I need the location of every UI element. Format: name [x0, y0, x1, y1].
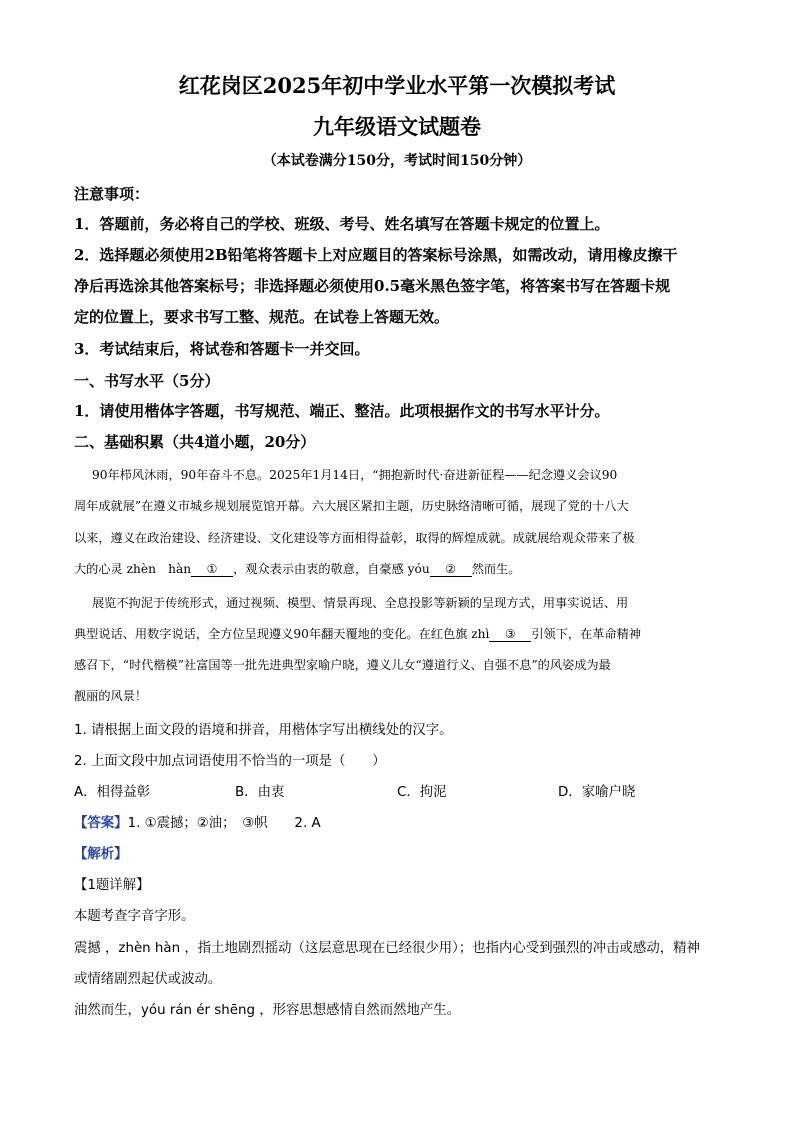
fill-blank-1: ① [191, 563, 233, 577]
passage-line: 展览不拘泥于传统形式，通过视频、模型、情景再现、全息投影等新颖的呈现方式，用事实说话、用 [92, 596, 629, 610]
passage-text: 然而生。 [471, 562, 521, 576]
exam-subject-title: 九年级语文试题卷 [313, 114, 481, 139]
question-1: 1. 请根据上面文段的语境和拼音，用楷体字写出横线处的汉字。 [74, 723, 453, 738]
passage-line: 90年栉风沐雨，90年奋斗不息。2025年1月14日，“拥抱新时代·奋进新征程——纪念遵义会议90 [92, 468, 618, 482]
analysis-line: 油然而生，yóu rán ér shēng ，形容思想感情自然而然地产生。 [74, 1003, 461, 1018]
section-1-heading: 一、书写水平（5分） [74, 372, 220, 390]
answer-text: 1. ①震撼；②油； ③帜 2. A [127, 816, 321, 831]
notice-item-1: 1．答题前，务必将自己的学校、班级、考号、姓名填写在答题卡规定的位置上。 [74, 215, 610, 233]
section-1-item: 1．请使用楷体字答题，书写规范、端正、整洁。此项根据作文的书写水平计分。 [74, 402, 610, 420]
passage-line: 以来，遵义在政治建设、经济建设、文化建设等方面相得益彰，取得的辉煌成就。成就展给观众带来了极 [74, 531, 635, 545]
option-a: A．相得益彰 [74, 785, 151, 800]
option-b: B．由衷 [235, 785, 285, 800]
analysis-line: 震撼 ，zhèn hàn ，指土地剧烈摇动（这层意思现在已经很少用）；也指内心受到强烈的冲击或感动，精神 [74, 941, 700, 956]
passage-text: 典型说话、用数字说话，全方位呈现遵义90年翻天覆地的变化。在红色旗 zhì [74, 627, 490, 641]
analysis-label: 【解析】 [74, 847, 128, 862]
fill-blank-2: ② [430, 563, 472, 577]
passage-line: 靓丽的风景！ [74, 689, 148, 703]
analysis-line: 或情绪剧烈起伏或波动。 [74, 972, 222, 987]
passage-text: ，观众表示由衷的敬意，自豪感 yóu [233, 562, 430, 576]
answer-line [74, 812, 321, 831]
analysis-intro: 本题考查字音字形。 [74, 909, 195, 924]
section-2-heading: 二、基础积累（共4道小题，20分） [74, 433, 316, 451]
question-1-detail-heading: 【1题详解】 [74, 878, 150, 893]
passage-text: 引领下，在革命精神 [531, 627, 642, 641]
answer-label: 【答案】 [74, 816, 128, 831]
passage-line: 周年成就展”在遵义市城乡规划展览馆开幕。六大展区紧扣主题，历史脉络清晰可循，展现了党的十八大 [74, 499, 629, 513]
option-c: C．拘泥 [397, 785, 447, 800]
notice-item-3: 3．考试结束后，将试卷和答题卡一并交回。 [74, 340, 370, 358]
notice-item-2-end: 定的位置上，要求书写工整、规范。在试卷上答题无效。 [74, 308, 450, 326]
notice-heading: 注意事项： [74, 185, 150, 203]
passage-text: 大的心灵 zhèn hàn [74, 562, 192, 576]
passage-line-with-blank [74, 625, 641, 642]
question-2: 2. 上面文段中加点词语使用不恰当的一项是（ ） [74, 754, 386, 769]
notice-item-2: 2．选择题必须使用2B铅笔将答题卡上对应题目的答案标号涂黑，如需改动，请用橡皮擦干 [74, 246, 678, 264]
option-d: D．家喻户晓 [558, 785, 636, 800]
exam-title: 红花岗区2025年初中学业水平第一次模拟考试 [178, 73, 616, 98]
exam-subtitle: （本试卷满分150分，考试时间150分钟） [262, 153, 532, 169]
notice-item-2-cont: 净后再选涂其他答案标号；非选择题必须使用0.5毫米黑色签字笔，将答案书写在答题卡规 [74, 277, 671, 295]
fill-blank-3: ③ [489, 628, 531, 642]
passage-line: 感召下，“时代楷模”社富国等一批先进典型家喻户晓，遵义儿女“遵道行义、自强不息”的风姿成为最 [74, 658, 611, 672]
passage-line-with-blanks [74, 560, 520, 577]
